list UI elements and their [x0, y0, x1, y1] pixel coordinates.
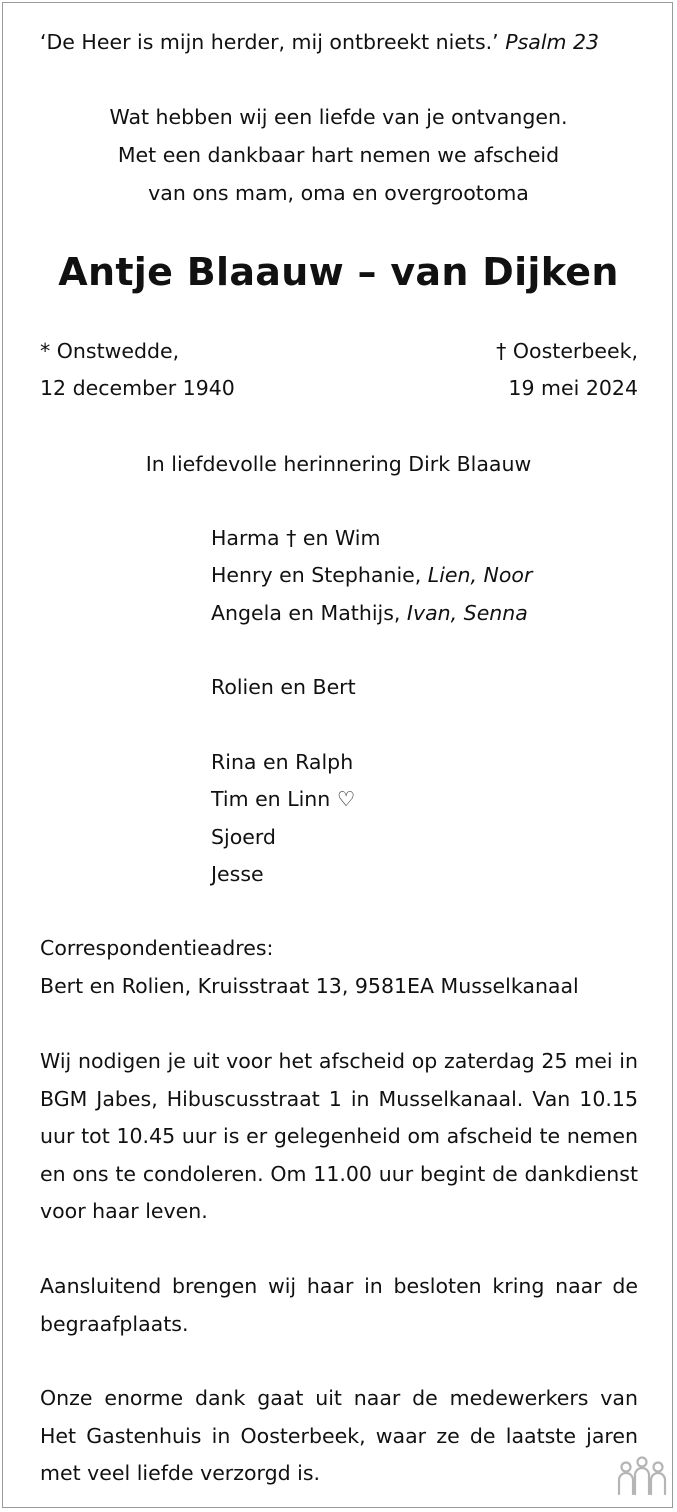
family-rina: Rina en Ralph	[211, 750, 354, 774]
family-jesse: Jesse	[211, 862, 264, 886]
burial-paragraph: Aansluitend brengen wij haar in besloten kring naar de begraafplaats.	[40, 1274, 638, 1336]
family-sjoerd: Sjoerd	[211, 825, 276, 849]
intro-line-2: Met een dankbaar hart nemen we afscheid	[117, 143, 560, 167]
family-angela-children: Ivan, Senna	[406, 601, 528, 625]
thanks-paragraph: Onze enorme dank gaat uit naar de medewerkers van Het Gastenhuis in Oosterbeek, waar ze de laatste jaren met veel liefde verzorgd is.	[40, 1386, 638, 1485]
family-angela-names: Angela en Mathijs,	[211, 601, 407, 625]
intro-line-1: Wat hebben wij een liefde van je ontvangen.	[109, 105, 568, 129]
deceased-name: Antje Blaauw – van Dijken	[58, 250, 619, 294]
family-henry-children: Lien, Noor	[427, 563, 533, 587]
family-tim: Tim en Linn ♡	[211, 787, 356, 811]
quote-text: ‘De Heer is mijn herder, mij ontbreekt niets.’	[40, 30, 499, 54]
invitation-paragraph: Wij nodigen je uit voor het afscheid op zaterdag 25 mei in BGM Jabes, Hibuscusstraat 1 in Musselkanaal. Van 10.15 uur tot 10.45 uur is er gelegenheid om afscheid te nemen en ons te condoleren. Om 11.00 uur begint de dankdienst voor haar leven.	[40, 1049, 638, 1223]
intro-line-3: van ons mam, oma en overgrootoma	[148, 181, 529, 205]
memory-line: In liefdevolle herinnering Dirk Blaauw	[145, 452, 532, 476]
death-date: 19 mei 2024	[508, 376, 638, 400]
correspondence-label: Correspondentieadres:	[40, 936, 274, 960]
death-place: † Oosterbeek,	[496, 339, 638, 363]
family-henry-names: Henry en Stephanie,	[211, 563, 428, 587]
family-henry	[211, 561, 532, 589]
family-rolien: Rolien en Bert	[211, 675, 356, 699]
family-angela	[211, 599, 528, 627]
correspondence-address: Bert en Rolien, Kruisstraat 13, 9581EA Musselkanaal	[40, 974, 579, 998]
birth-date: 12 december 1940	[40, 376, 235, 400]
psalm-quote	[40, 28, 599, 56]
quote-source: Psalm 23	[505, 30, 600, 54]
family-harma: Harma † en Wim	[211, 526, 381, 550]
birth-place: * Onstwedde,	[40, 339, 180, 363]
people-group-icon	[616, 1456, 668, 1500]
